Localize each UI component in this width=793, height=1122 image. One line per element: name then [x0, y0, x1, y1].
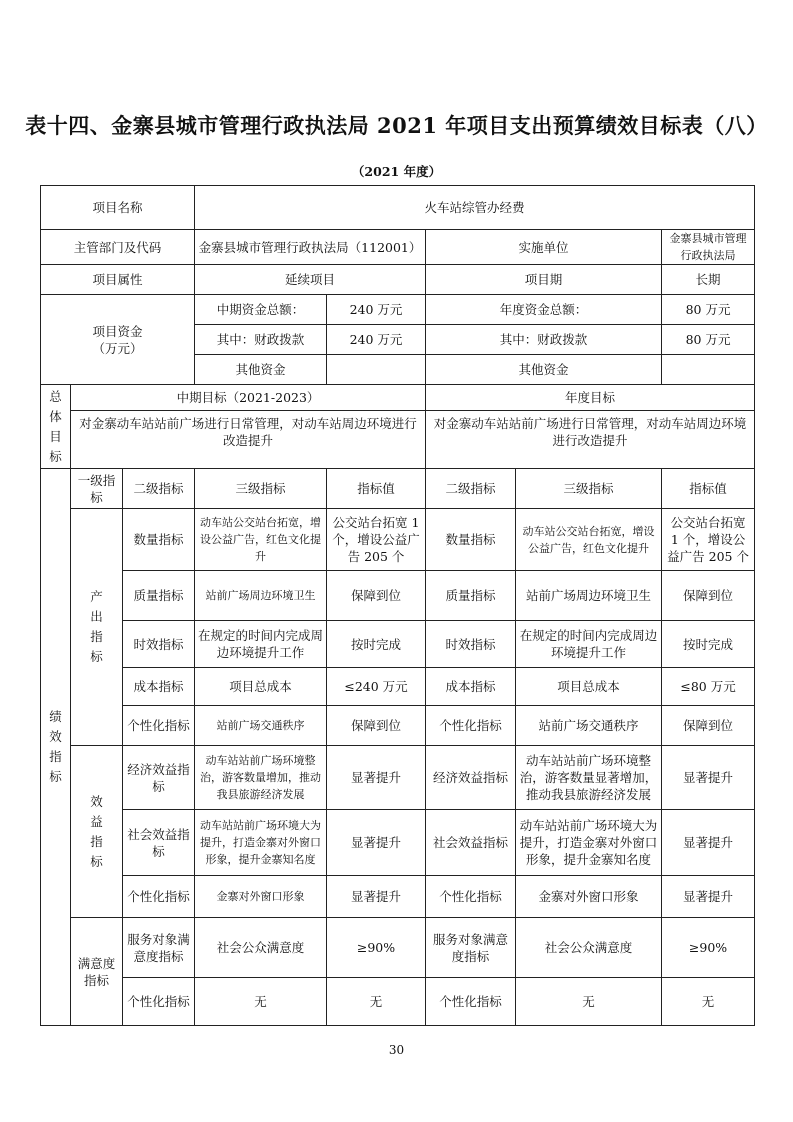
- mid-other-label: 其他资金: [195, 355, 327, 385]
- perf-label: 绩效指标: [41, 469, 71, 1026]
- project-name-label: 项目名称: [41, 186, 195, 230]
- table-row-l3: 站前广场交通秩序: [195, 706, 327, 746]
- mid-fiscal-label: 其中：财政拨款: [195, 325, 327, 355]
- attr-value: 延续项目: [195, 265, 426, 295]
- project-name-value: 火车站综管办经费: [195, 186, 755, 230]
- performance-table: [40, 185, 755, 1026]
- table-row-l3: 站前广场周边环境卫生: [195, 571, 327, 621]
- table-row-l3: 社会公众满意度: [195, 918, 327, 978]
- overall-goal-label: 总体目标: [41, 385, 71, 469]
- funds-label: [41, 295, 195, 385]
- table-row-l2: 服务对象满意度指标: [123, 918, 195, 978]
- mid-other-value: [327, 355, 426, 385]
- year-other-value: [662, 355, 755, 385]
- mid-total-label: 中期资金总额：: [195, 295, 327, 325]
- year-label: （2021 年度）: [351, 164, 442, 179]
- benefit-indicator-label: 效益指标: [71, 746, 123, 918]
- attr-label: 项目属性: [41, 265, 195, 295]
- mid-goal-header: 中期目标（2021-2023）: [71, 385, 426, 411]
- dept-label: 主管部门及代码: [41, 230, 195, 265]
- table-row-value-year: 显著提升: [662, 810, 755, 876]
- table-row-l3: 无: [195, 978, 327, 1026]
- table-row-l3: 动车站站前广场环境大为提升，打造金寨对外窗口形象，提升金寨知名度: [195, 810, 327, 876]
- table-row-l2-year: 个性化指标: [426, 978, 516, 1026]
- table-row-l3-year: 动车站公交站台拓宽，增设公益广告，红色文化提升: [516, 509, 662, 571]
- table-row-l2: 成本指标: [123, 668, 195, 706]
- table-row-l2: 数量指标: [123, 509, 195, 571]
- unit-value: 金寨县城市管理行政执法局: [662, 230, 755, 265]
- period-value: 长期: [662, 265, 755, 295]
- table-row-l2: 个性化指标: [123, 876, 195, 918]
- table-row-l2-year: 社会效益指标: [426, 810, 516, 876]
- table-row-value: 显著提升: [327, 746, 426, 810]
- table-row-l3-year: 站前广场周边环境卫生: [516, 571, 662, 621]
- table-row-value-year: 保障到位: [662, 706, 755, 746]
- table-row-value-year: 按时完成: [662, 621, 755, 668]
- table-row-l3: 在规定的时间内完成周边环境提升工作: [195, 621, 327, 668]
- table-row-l3-year: 无: [516, 978, 662, 1026]
- unit-label: 实施单位: [426, 230, 662, 265]
- funds-unit-text: （万元）: [92, 340, 143, 356]
- table-row-value: 保障到位: [327, 571, 426, 621]
- table-row-l3-year: 动车站站前广场环境整治，游客数量显著增加，推动我县旅游经济发展: [516, 746, 662, 810]
- table-row-value: 显著提升: [327, 810, 426, 876]
- perf-header-level2-year: 二级指标: [426, 469, 516, 509]
- table-row-value: ≤240 万元: [327, 668, 426, 706]
- perf-header-level3-mid: 三级指标: [195, 469, 327, 509]
- table-row-l2-year: 数量指标: [426, 509, 516, 571]
- table-row-l2: 质量指标: [123, 571, 195, 621]
- table-row-l3-year: 项目总成本: [516, 668, 662, 706]
- table-row-value: 公交站台拓宽 1 个，增设公益广告 205 个: [327, 509, 426, 571]
- perf-header-value-mid: 指标值: [327, 469, 426, 509]
- table-row-l2: 个性化指标: [123, 706, 195, 746]
- table-row-l2-year: 时效指标: [426, 621, 516, 668]
- table-row-l2-year: 成本指标: [426, 668, 516, 706]
- table-row-value-year: 公交站台拓宽 1 个，增设公益广告 205 个: [662, 509, 755, 571]
- table-row-l2-year: 服务对象满意度指标: [426, 918, 516, 978]
- table-row-l2-year: 经济效益指标: [426, 746, 516, 810]
- dept-value: 金寨县城市管理行政执法局（112001）: [195, 230, 426, 265]
- table-row-value: 显著提升: [327, 876, 426, 918]
- table-row-value: ≥90%: [327, 918, 426, 978]
- year-goal-header: 年度目标: [426, 385, 755, 411]
- page-number: 30: [388, 1043, 405, 1057]
- year-fiscal-value: 80 万元: [662, 325, 755, 355]
- year-total-label: 年度资金总额：: [426, 295, 662, 325]
- perf-header-level3-year: 三级指标: [516, 469, 662, 509]
- table-row-l3: 项目总成本: [195, 668, 327, 706]
- table-row-l2: 个性化指标: [123, 978, 195, 1026]
- mid-fiscal-value: 240 万元: [327, 325, 426, 355]
- table-row-l2: 时效指标: [123, 621, 195, 668]
- table-row-l3-year: 金寨对外窗口形象: [516, 876, 662, 918]
- page-title: 表十四、金寨县城市管理行政执法局 2021 年项目支出预算绩效目标表（八）: [25, 113, 768, 138]
- output-indicator-label: 产出指标: [71, 509, 123, 746]
- table-row-value: 无: [327, 978, 426, 1026]
- year-fiscal-label: 其中：财政拨款: [426, 325, 662, 355]
- year-total-value: 80 万元: [662, 295, 755, 325]
- period-label: 项目期: [426, 265, 662, 295]
- table-row-l3-year: 社会公众满意度: [516, 918, 662, 978]
- table-row-l3-year: 站前广场交通秩序: [516, 706, 662, 746]
- table-row-value-year: 无: [662, 978, 755, 1026]
- perf-header-level1: 一级指标: [71, 469, 123, 509]
- year-goal-text: 对金寨动车站站前广场进行日常管理，对动车站周边环境进行改造提升: [426, 411, 755, 469]
- table-row-l3-year: 在规定的时间内完成周边环境提升工作: [516, 621, 662, 668]
- table-row-l2-year: 个性化指标: [426, 876, 516, 918]
- table-row-value-year: 显著提升: [662, 746, 755, 810]
- table-row-l2-year: 个性化指标: [426, 706, 516, 746]
- table-row-value-year: 保障到位: [662, 571, 755, 621]
- table-row-l2: 社会效益指标: [123, 810, 195, 876]
- table-row-l3: 金寨对外窗口形象: [195, 876, 327, 918]
- year-other-label: 其他资金: [426, 355, 662, 385]
- table-row-value: 保障到位: [327, 706, 426, 746]
- perf-header-level2-mid: 二级指标: [123, 469, 195, 509]
- mid-total-value: 240 万元: [327, 295, 426, 325]
- table-row-l3: 动车站站前广场环境整治，游客数量增加，推动我县旅游经济发展: [195, 746, 327, 810]
- table-row-value-year: 显著提升: [662, 876, 755, 918]
- mid-goal-text: 对金寨动车站站前广场进行日常管理，对动车站周边环境进行改造提升: [71, 411, 426, 469]
- table-row-l3: 动车站公交站台拓宽，增设公益广告，红色文化提升: [195, 509, 327, 571]
- perf-header-value-year: 指标值: [662, 469, 755, 509]
- table-row-value-year: ≤80 万元: [662, 668, 755, 706]
- table-row-value-year: ≥90%: [662, 918, 755, 978]
- table-row-l3-year: 动车站站前广场环境大为提升，打造金寨对外窗口形象，提升金寨知名度: [516, 810, 662, 876]
- funds-label-text: 项目资金: [92, 323, 143, 339]
- table-row-value: 按时完成: [327, 621, 426, 668]
- table-row-l2: 经济效益指标: [123, 746, 195, 810]
- satisfaction-indicator-label: 满意度指标: [71, 918, 123, 1026]
- table-row-l2-year: 质量指标: [426, 571, 516, 621]
